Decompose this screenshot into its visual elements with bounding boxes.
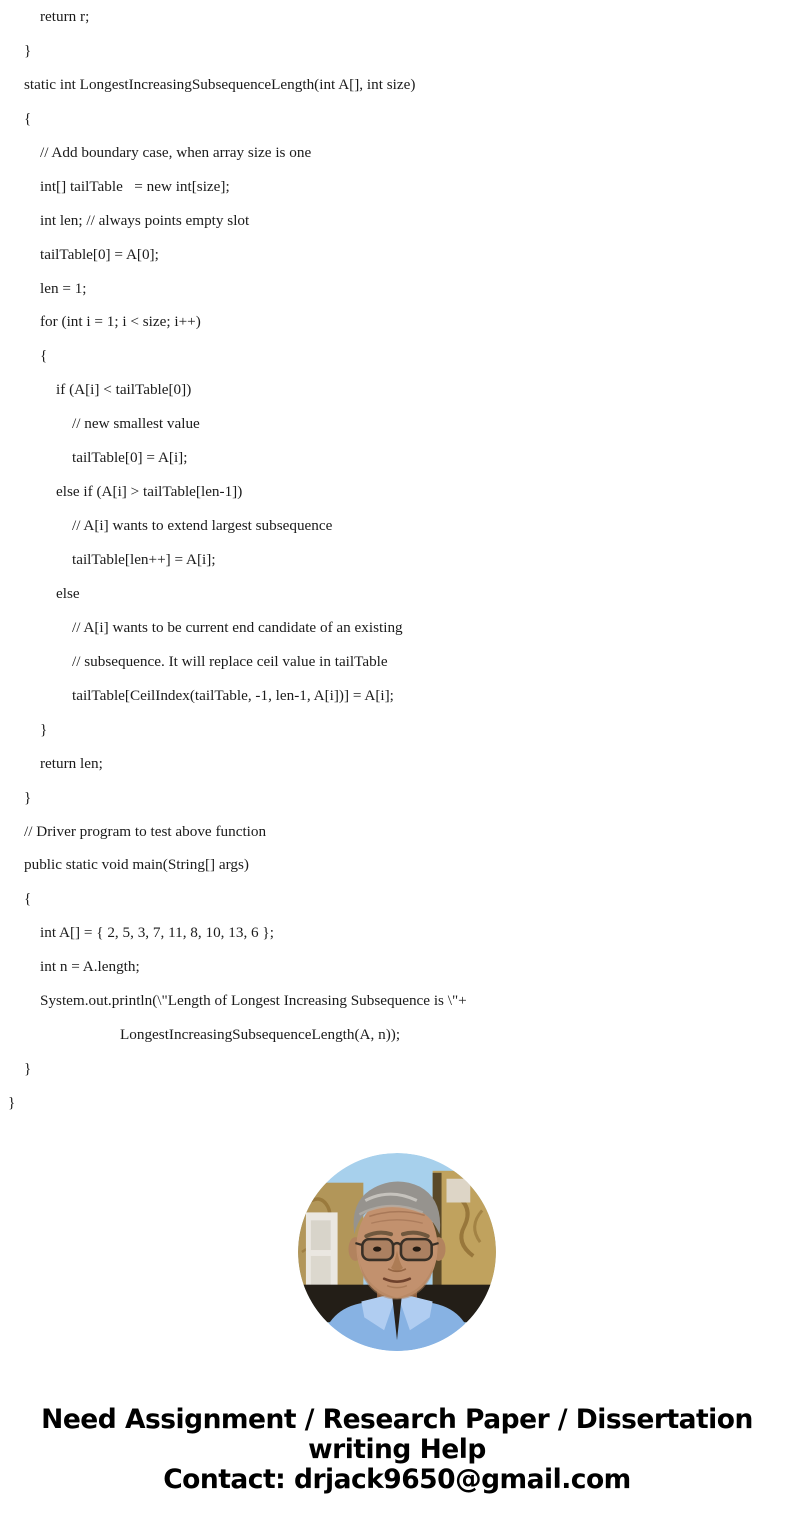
help-heading-line-1: Need Assignment / Research Paper / Dissertation (41, 1403, 753, 1435)
code-line: tailTable[len++] = A[i]; (72, 551, 216, 568)
code-line: // new smallest value (72, 415, 200, 433)
code-line: return r; (40, 8, 90, 25)
code-line: tailTable[CeilIndex(tailTable, -1, len-1, A[i])] = A[i]; (72, 686, 394, 704)
code-line: tailTable[0] = A[0]; (40, 245, 159, 263)
code-line: return len; (40, 754, 103, 772)
code-line: { (24, 109, 32, 127)
code-line: int len; // always points empty slot (40, 211, 250, 229)
code-line: } (24, 41, 32, 59)
code-line: } (8, 1094, 16, 1111)
code-line: } (40, 720, 48, 738)
code-line: } (24, 788, 32, 806)
code-line: len = 1; (40, 279, 87, 297)
code-line: // subsequence. It will replace ceil value in tailTable (72, 652, 388, 670)
code-line: // Add boundary case, when array size is one (40, 143, 312, 161)
code-line: // A[i] wants to be current end candidate of an existing (72, 618, 403, 636)
profile-photo (298, 1153, 496, 1351)
code-line: LongestIncreasingSubsequenceLength(A, n)); (120, 1026, 401, 1044)
code-line: System.out.println(\"Length of Longest Increasing Subsequence is \"+ (40, 992, 467, 1010)
code-line: // Driver program to test above function (24, 822, 267, 840)
code-line: { (24, 890, 32, 908)
code-line: int n = A.length; (40, 958, 140, 976)
code-line: { (40, 347, 48, 365)
code-line: else (56, 584, 80, 602)
code-line: // A[i] wants to extend largest subsequence (72, 517, 333, 535)
code-line: else if (A[i] > tailTable[len-1]) (56, 483, 243, 501)
help-heading-line-2: writing Help (308, 1433, 486, 1465)
code-line: static int LongestIncreasingSubsequenceLength(int A[], int size) (24, 75, 416, 93)
footer-banner (0, 1405, 794, 1495)
code-line: public static void main(String[] args) (24, 856, 249, 874)
code-line: int[] tailTable = new int[size]; (40, 177, 230, 195)
code-line: } (24, 1060, 32, 1078)
code-line: int A[] = { 2, 5, 3, 7, 11, 8, 10, 13, 6 }; (40, 924, 274, 942)
contact-email-line: Contact: drjack9650@gmail.com (163, 1463, 631, 1495)
code-line: tailTable[0] = A[i]; (72, 449, 188, 467)
code-line: if (A[i] < tailTable[0]) (56, 381, 192, 399)
avatar-wrap (0, 1153, 794, 1351)
code-line: for (int i = 1; i < size; i++) (40, 313, 201, 331)
